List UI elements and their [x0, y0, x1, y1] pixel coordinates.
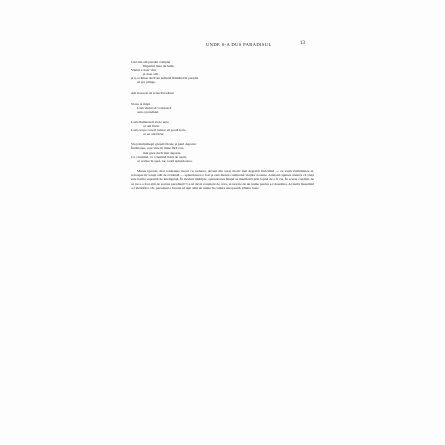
poem-stanza	[131, 60, 314, 85]
poem-line: mai greu decît mai departe.	[143, 150, 182, 155]
body-paragraph: Mereu ignorat, mai totdeauna trecut cu vederea, deveni din acest motiv mai degrabă invizibilă — cu toată vizibilitatea ei, retrospectiv totuși atât de evidentă — splendoarea a fost și este mereu conținutul vieților noastre. Aristotel spunea undeva că viața este forma supremă de inteligență. În moduri multiple, splendoarea ființei se manifestă prin faptul de a fi vie. În aceste condiții, de ce nu s-a fost atât de ascuns paradisul? Ca să devii conștient de ceva, ai nevoie de un nume pentru a-l desemna. Al numi înseamnă a-l identifica. Or, paradisul a încetat să mai aibă un nume în cultura europeană. Dintre toate	[131, 168, 314, 191]
poem-line: ce revine în apoi, iar, toată splendoarea.	[137, 158, 193, 163]
poem-line: Lasă vîntul să vorbească	[137, 105, 172, 110]
poem-line: asta-i paradisul.	[137, 109, 160, 114]
poem-line: Lasă Dumnezeii să ne ierte	[131, 119, 169, 124]
poem-line: Încîntarea, care vine în mine fără rost,	[131, 146, 185, 151]
poem-line: Să nu te miști	[131, 101, 151, 106]
running-header: UNDE S-A DUS PARADISUL	[206, 42, 272, 47]
poem	[131, 60, 314, 163]
poem-stanza	[131, 142, 314, 162]
page-number: 13	[300, 41, 305, 46]
poem-line: Ca o lumină, ca o lumină mică de opaiț,	[131, 154, 187, 159]
poem-line: și doar atît –	[143, 72, 161, 77]
poem-line: și n-a rămas decît un sufletul flămând în paradis	[131, 76, 199, 81]
text-block	[131, 60, 314, 191]
poem-line: Imperiul meu de lumi.	[143, 64, 175, 69]
poem-line: ce eu am făcut.	[143, 132, 165, 137]
poem-line: Căci mi-am pierdut complet	[131, 60, 171, 64]
poem-line: să pot plînge.	[137, 80, 156, 85]
poem-stanza	[131, 102, 314, 114]
poem-line: Am încercat să scriu Paradisul	[131, 90, 174, 95]
poem-line: ce am făcut.	[143, 124, 161, 129]
poem-stanza	[131, 120, 314, 136]
poem-line: Să-ți mulțumești greșeli făcute și pieri departe:	[131, 142, 197, 147]
poem-stanza	[131, 91, 314, 95]
poem-line: Lasă cei pe care îi iubesc să poată ierta	[131, 128, 186, 133]
poem-line: Vîntul e doar vînt	[131, 68, 156, 73]
